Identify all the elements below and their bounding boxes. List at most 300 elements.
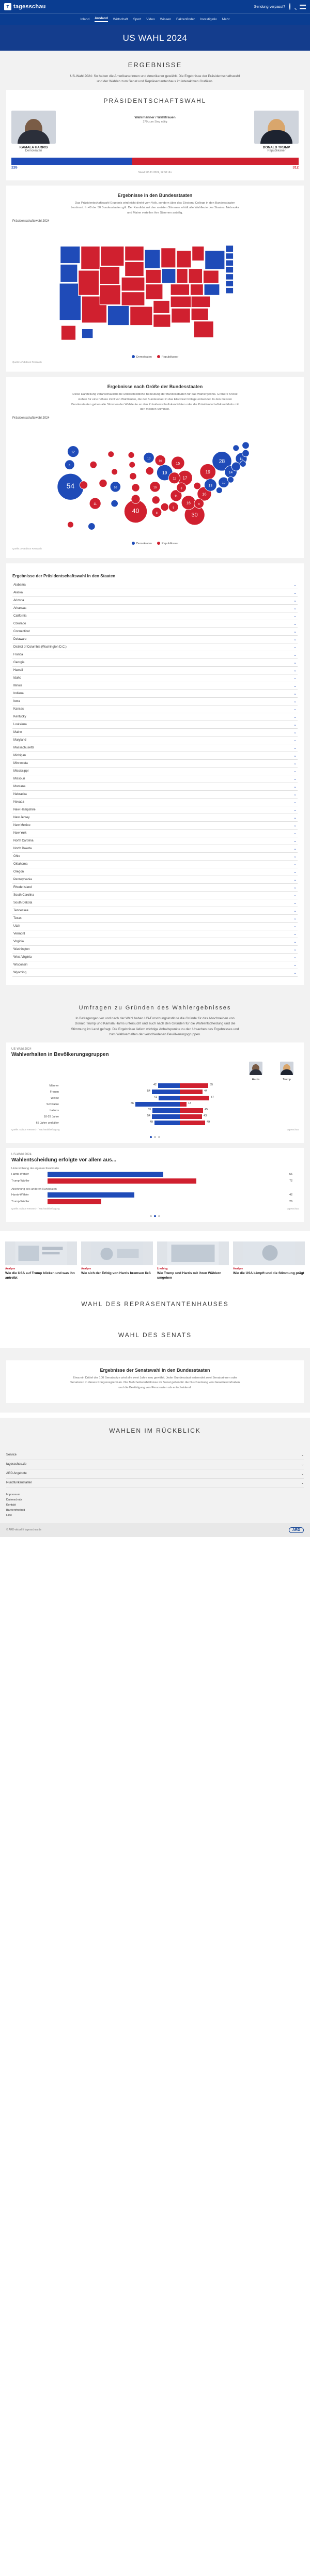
band-house-of-representatives[interactable]: WAHL DES REPRÄSENTANTENHAUSES xyxy=(0,1291,310,1317)
teaser-2-thumb xyxy=(81,1241,153,1265)
poll2-bar xyxy=(48,1192,134,1198)
teaser-4[interactable] xyxy=(233,1241,305,1281)
state-accordion-item[interactable] xyxy=(12,892,298,899)
poll-row-value-trump: 57 xyxy=(211,1096,214,1099)
state-accordion-item[interactable] xyxy=(12,620,298,628)
state-accordion-label: Louisiana xyxy=(13,723,27,726)
chevron-down-icon: ⌄ xyxy=(293,645,297,649)
chevron-down-icon: ⌄ xyxy=(293,947,297,952)
state-accordion-item[interactable] xyxy=(12,651,298,659)
brand-mark-icon: T xyxy=(4,3,11,10)
state-accordion-item[interactable] xyxy=(12,961,298,969)
poll-bar-harris xyxy=(152,1108,180,1113)
poll-bar-trump xyxy=(180,1114,202,1119)
svg-text:8: 8 xyxy=(180,487,182,490)
chevron-down-icon: ⌄ xyxy=(301,1472,304,1476)
senate-results-section xyxy=(0,1348,310,1413)
chevron-down-icon: ⌄ xyxy=(293,839,297,843)
ard-logo: ARD xyxy=(289,1527,304,1533)
presidential-result-card xyxy=(6,90,304,180)
poll2-source: Quelle: Edison Research / Nachwahlbefragung xyxy=(11,1207,60,1210)
electors-trump: 312 xyxy=(292,165,299,170)
svg-text:11: 11 xyxy=(174,494,178,498)
poll-bar-harris xyxy=(154,1121,180,1125)
svg-text:40: 40 xyxy=(132,507,140,515)
chevron-down-icon: ⌄ xyxy=(293,653,297,657)
page-title-band xyxy=(0,25,310,51)
state-accordion-label: Mississippi xyxy=(13,769,29,773)
svg-text:54: 54 xyxy=(66,481,75,490)
teaser-4-headline[interactable]: Wie die USA kämpft und die Stimmung prägt xyxy=(233,1271,304,1276)
state-accordion-label: South Dakota xyxy=(13,901,33,904)
svg-text:30: 30 xyxy=(191,511,198,518)
poll2-row xyxy=(11,1172,299,1177)
state-accordion-item[interactable] xyxy=(12,698,298,706)
chevron-down-icon: ⌄ xyxy=(293,761,297,765)
state-map-heading: Ergebnisse in den Bundesstaaten xyxy=(117,192,193,198)
state-accordion-label: Georgia xyxy=(13,661,25,664)
state-accordion-label: Iowa xyxy=(13,699,20,703)
svg-text:8: 8 xyxy=(156,511,158,515)
poll2-bar xyxy=(48,1172,163,1177)
state-accordion-label: Texas xyxy=(13,916,22,920)
svg-text:19: 19 xyxy=(205,469,210,474)
state-accordion-label: Alabama xyxy=(13,583,26,587)
state-accordion-item[interactable] xyxy=(12,915,298,923)
state-accordion-label: West Virginia xyxy=(13,955,32,959)
footer-link-barrierefreiheit[interactable]: Barrierefreiheit xyxy=(6,1508,25,1512)
state-accordion-item[interactable] xyxy=(12,682,298,690)
poll-bar-trump xyxy=(180,1083,208,1088)
state-accordion-label: Arkansas xyxy=(13,606,27,610)
state-accordion-item[interactable] xyxy=(12,876,298,884)
svg-text:16: 16 xyxy=(202,492,207,497)
state-accordion-item[interactable] xyxy=(12,760,298,768)
site-footer xyxy=(0,1444,310,1523)
chevron-down-icon: ⌄ xyxy=(293,955,297,959)
svg-text:15: 15 xyxy=(176,462,180,466)
elector-headline: Wahlmänner / Wahlfrauen xyxy=(134,115,176,119)
article-teaser-row-1 xyxy=(0,1236,310,1286)
nav-item-ausland[interactable]: Ausland xyxy=(95,17,108,22)
legend-democrat: Demokraten xyxy=(132,355,152,359)
state-accordion-item[interactable] xyxy=(12,674,298,682)
state-accordion-label: North Dakota xyxy=(13,847,32,850)
svg-text:11: 11 xyxy=(239,457,243,461)
footer-row-tagesschau[interactable]: tagesschau.de ⌄ xyxy=(6,1460,304,1469)
nav-item-investigativ[interactable]: Investigativ xyxy=(200,18,217,21)
poll2-row-label: Trump-Wähler xyxy=(11,1179,29,1183)
poll-row-value-harris: 53 xyxy=(147,1108,151,1112)
state-accordion-item[interactable] xyxy=(12,721,298,729)
poll2-row xyxy=(11,1199,299,1204)
poll-row-value-trump: 44 xyxy=(204,1090,208,1093)
poll1-kicker: US-Wahl 2024 xyxy=(11,1048,32,1051)
footer-row-rundfunkanstalten[interactable]: Rundfunkanstalten ⌄ xyxy=(6,1479,304,1488)
state-accordion-item[interactable] xyxy=(12,822,298,830)
presidential-heading: PRÄSIDENTSCHAFTSWAHL xyxy=(103,97,207,104)
nav-item-faktenfinder[interactable]: Faktenfinder xyxy=(176,18,195,21)
chevron-down-icon: ⌄ xyxy=(293,723,297,727)
teaser-2-kicker: Analyse xyxy=(81,1267,91,1271)
hamburger-icon[interactable] xyxy=(300,4,306,10)
poll2-row xyxy=(11,1178,299,1184)
state-accordion-item[interactable] xyxy=(12,938,298,946)
chevron-down-icon: ⌄ xyxy=(293,854,297,858)
senate-map-block xyxy=(6,1360,304,1403)
elector-bar xyxy=(11,158,299,174)
state-accordion-label: District of Columbia (Washington D.C.) xyxy=(13,645,67,649)
chevron-down-icon: ⌄ xyxy=(293,606,297,610)
chevron-down-icon: ⌄ xyxy=(293,885,297,890)
candidate-trump xyxy=(254,111,299,152)
candidate-harris-party: Demokraten xyxy=(25,149,42,152)
state-accordion-label: Connecticut xyxy=(13,630,30,633)
state-accordion-item[interactable] xyxy=(12,605,298,612)
poll-bar-harris xyxy=(159,1096,180,1100)
senate-heading: Ergebnisse der Senatswahl in den Bundesstaaten xyxy=(100,1367,210,1373)
state-accordion-label: Maine xyxy=(13,730,22,734)
svg-text:10: 10 xyxy=(159,459,162,463)
poll2-title: Wahlentscheidung erfolgte vor allem aus... xyxy=(11,1157,117,1163)
state-accordion-item[interactable] xyxy=(12,768,298,775)
teaser-2-headline[interactable]: Wie sich der Erfolg von Harris bremsen ließ xyxy=(81,1271,151,1276)
state-accordion-item[interactable] xyxy=(12,907,298,915)
state-accordion-item[interactable] xyxy=(12,597,298,605)
state-accordion-item[interactable] xyxy=(12,853,298,861)
chevron-down-icon: ⌄ xyxy=(293,924,297,928)
state-accordion-item[interactable] xyxy=(12,667,298,674)
state-accordion-item[interactable] xyxy=(12,690,298,698)
state-accordion-label: Wisconsin xyxy=(13,963,28,967)
poll-row-label: Frauen xyxy=(50,1090,59,1094)
state-accordion-label: Missouri xyxy=(13,777,25,780)
states-accordion-title: Ergebnisse der Präsidentschaftswahl in den Staaten xyxy=(12,573,116,578)
poll-row-value-harris: 86 xyxy=(130,1102,134,1106)
chevron-down-icon: ⌄ xyxy=(293,738,297,742)
legend-republican: Republikaner xyxy=(157,355,178,359)
svg-text:14: 14 xyxy=(228,470,233,474)
poll-bar-trump xyxy=(180,1121,205,1125)
state-accordion-label: Idaho xyxy=(13,676,22,680)
state-accordion-item[interactable] xyxy=(12,744,298,752)
poll2-carousel-dots[interactable] xyxy=(11,1213,299,1219)
chevron-down-icon: ⌄ xyxy=(293,893,297,897)
chevron-down-icon: ⌄ xyxy=(293,847,297,851)
chevron-down-icon: ⌄ xyxy=(293,792,297,796)
states-accordion-block xyxy=(6,563,304,985)
chevron-down-icon: ⌄ xyxy=(293,661,297,665)
state-accordion-item[interactable] xyxy=(12,752,298,760)
poll-row-label: Weiße xyxy=(51,1096,59,1100)
state-accordion-item[interactable] xyxy=(12,737,298,744)
state-accordion-label: New Jersey xyxy=(13,816,30,819)
state-accordion-label: North Carolina xyxy=(13,839,34,842)
nav-item-mehr[interactable]: Mehr xyxy=(222,18,230,21)
state-accordion-item[interactable] xyxy=(12,791,298,799)
state-accordion-label: Vermont xyxy=(13,932,25,936)
state-accordion-label: Arizona xyxy=(13,599,24,602)
poll1-col-harris: Harris xyxy=(247,1062,265,1082)
state-accordion-label: New Mexico xyxy=(13,823,30,827)
poll-row-value-trump: 55 xyxy=(210,1083,213,1087)
state-accordion-item[interactable] xyxy=(12,946,298,954)
nav-item-wirtschaft[interactable]: Wirtschaft xyxy=(113,18,128,21)
state-accordion-item[interactable] xyxy=(12,814,298,822)
state-accordion-label: Colorado xyxy=(13,622,26,625)
state-accordion-item[interactable] xyxy=(12,954,298,961)
poll2-row-value: 26 xyxy=(289,1200,293,1204)
chevron-down-icon: ⌄ xyxy=(293,785,297,789)
state-accordion-label: Nebraska xyxy=(13,792,27,796)
state-accordion-item[interactable] xyxy=(12,923,298,930)
state-accordion-label: Alaska xyxy=(13,591,23,594)
poll1-brand: tagesschau xyxy=(286,1128,299,1131)
chevron-down-icon: ⌄ xyxy=(293,878,297,882)
svg-text:10: 10 xyxy=(114,486,117,489)
chevron-down-icon: ⌄ xyxy=(293,637,297,641)
candidate-trump-name: DONALD TRUMP xyxy=(262,145,290,149)
state-map-block xyxy=(6,186,304,372)
state-accordion-label: Ohio xyxy=(13,854,20,858)
svg-text:17: 17 xyxy=(182,476,188,481)
chevron-down-icon: ⌄ xyxy=(293,901,297,905)
poll-bar-harris xyxy=(135,1102,180,1107)
chevron-down-icon: ⌄ xyxy=(293,591,297,595)
poll-row-label: 18-29 Jahre xyxy=(43,1115,59,1118)
chevron-down-icon: ⌄ xyxy=(293,715,297,719)
chevron-down-icon: ⌄ xyxy=(293,630,297,634)
chevron-down-icon: ⌄ xyxy=(293,862,297,866)
state-accordion-item[interactable] xyxy=(12,612,298,620)
nav-item-sport[interactable]: Sport xyxy=(133,18,142,21)
state-accordion-item[interactable] xyxy=(12,783,298,791)
poll2-row-value: 72 xyxy=(289,1179,293,1183)
state-accordion-label: Delaware xyxy=(13,637,27,641)
us-bubble-map[interactable] xyxy=(12,421,298,540)
candidate-harris-name: KAMALA HARRIS xyxy=(19,145,48,149)
poll1-title: Wahlverhalten in Bevölkerungsgruppen xyxy=(11,1052,109,1058)
chevron-down-icon: ⌄ xyxy=(293,614,297,618)
state-accordion-label: Virginia xyxy=(13,940,24,943)
footer-row-ard-angebote[interactable]: ARD Angebote ⌄ xyxy=(6,1469,304,1479)
senate-desc: Etwa ein Drittel der 100 Senatssitze wird alle zwei Jahre neu gewählt. Jeder Bundesstaat entsendet zwei Senatorinnen oder Senatoren in dieses Kongressgremium. Die Mehrheitsverhältnisse im Senat gelten für die Durchsetzung von Gesetzesvorhaben und die Bestätigung von Personalien als entscheidend. xyxy=(70,1376,240,1389)
state-accordion-item[interactable] xyxy=(12,706,298,713)
state-accordion-label: Washington xyxy=(13,947,30,951)
poll-bar-harris xyxy=(152,1090,180,1094)
poll-bar-harris xyxy=(158,1083,180,1088)
chevron-down-icon: ⌄ xyxy=(301,1453,304,1457)
state-accordion-label: Tennessee xyxy=(13,909,29,912)
poll-row xyxy=(11,1108,299,1113)
results-heading: ERGEBNISSE xyxy=(128,61,182,69)
footer-row-service[interactable]: Service ⌄ xyxy=(6,1451,304,1460)
main-nav xyxy=(0,13,310,25)
poll-bar-trump xyxy=(180,1108,203,1113)
footer-link-kontakt[interactable]: Kontakt xyxy=(6,1503,16,1507)
state-accordion-item[interactable] xyxy=(12,643,298,651)
state-accordion-label: South Carolina xyxy=(13,893,34,897)
band-senate[interactable]: WAHL DES SENATS xyxy=(0,1322,310,1348)
state-accordion-label: Utah xyxy=(13,924,20,928)
state-accordion-label: Pennsylvania xyxy=(13,878,32,881)
svg-text:8: 8 xyxy=(69,464,71,467)
legend-republican-bubble: Republikaner xyxy=(157,542,178,545)
poll-row-label: Männer xyxy=(49,1084,59,1087)
state-accordion-label: Montana xyxy=(13,785,26,788)
poll1-carousel-dots[interactable] xyxy=(11,1134,299,1140)
state-accordion-item[interactable] xyxy=(12,837,298,845)
poll-row-label: Latinos xyxy=(50,1109,59,1112)
chevron-down-icon: ⌄ xyxy=(293,971,297,975)
poll-bar-harris xyxy=(152,1114,180,1119)
chevron-down-icon: ⌄ xyxy=(293,583,297,587)
state-accordion-item[interactable] xyxy=(12,775,298,783)
chevron-down-icon: ⌄ xyxy=(293,746,297,750)
teaser-1[interactable] xyxy=(5,1241,77,1281)
candidate-harris xyxy=(11,111,56,152)
poll-bar-trump xyxy=(180,1102,187,1107)
state-accordion-item[interactable] xyxy=(12,581,298,589)
surveys-lead: In Befragungen vor und nach der Wahl haben US-Forschungsinstitute die Gründe für das Abschneiden von Donald Trump und Kamala Harris untersucht und auch nach den Gründen für die Wahlentscheidung und die Stimmung im Land gefragt. Die Ergebnisse liefern wichtige Anhaltspunkte zu den Ursachen des Ergebnisses und zum Wahlverhalten der verschiedenen Bevölkerungsgruppen. xyxy=(71,1016,239,1036)
chevron-down-icon: ⌄ xyxy=(293,816,297,820)
poll-row-label: 65 Jahre und älter xyxy=(36,1121,59,1125)
chevron-down-icon: ⌄ xyxy=(293,769,297,773)
state-accordion-item[interactable] xyxy=(12,969,298,977)
surveys-heading: Umfragen zu Gründen des Wahlergebnisses xyxy=(79,1004,231,1011)
poll-row-value-trump: 13 xyxy=(188,1102,192,1106)
teaser-1-headline[interactable]: Wie die USA auf Trump blicken und was ihn antreibt xyxy=(5,1271,75,1280)
page-title: US WAHL 2024 xyxy=(122,33,188,43)
svg-text:19: 19 xyxy=(162,470,167,476)
poll-card-groups xyxy=(6,1042,304,1143)
chevron-down-icon: ⌄ xyxy=(293,777,297,781)
poll2-row xyxy=(11,1192,299,1198)
state-accordion-label: California xyxy=(13,614,27,618)
teaser-3-thumb xyxy=(157,1241,229,1265)
avatar-harris xyxy=(11,111,56,144)
svg-text:13: 13 xyxy=(208,484,212,488)
poll2-row-value: 42 xyxy=(289,1193,293,1197)
poll-row-value-harris: 54 xyxy=(147,1114,150,1118)
state-accordion-item[interactable] xyxy=(12,628,298,636)
state-accordion-item[interactable] xyxy=(12,884,298,892)
chevron-down-icon: ⌄ xyxy=(293,754,297,758)
poll-row-value-trump: 49 xyxy=(207,1121,210,1124)
poll2-row-label: Harris-Wähler xyxy=(11,1193,29,1197)
chevron-down-icon: ⌄ xyxy=(293,940,297,944)
nav-item-wissen[interactable]: Wissen xyxy=(160,18,172,21)
state-accordion-label: Oklahoma xyxy=(13,862,28,866)
poll2-group2-label: Ablehnung des anderen Kandidaten xyxy=(11,1188,57,1191)
state-accordion-item[interactable] xyxy=(12,589,298,597)
footer-link-hilfe[interactable]: Hilfe xyxy=(6,1513,12,1517)
poll-card-motivation xyxy=(6,1148,304,1222)
state-accordion-label: Michigan xyxy=(13,754,26,757)
poll2-row-label: Trump-Wähler xyxy=(11,1200,29,1204)
poll-row xyxy=(11,1102,299,1107)
state-accordion-item[interactable] xyxy=(12,868,298,876)
poll-row-value-trump: 43 xyxy=(204,1114,207,1118)
footer-link-impressum[interactable]: Impressum xyxy=(6,1493,21,1496)
teaser-4-kicker: Analyse xyxy=(233,1267,243,1271)
nav-item-inland[interactable]: Inland xyxy=(80,18,90,21)
legend-democrat-bubble: Demokraten xyxy=(132,542,152,545)
state-accordion-label: Florida xyxy=(13,653,23,656)
svg-text:10: 10 xyxy=(153,486,157,489)
svg-text:10: 10 xyxy=(147,457,151,461)
state-accordion-item[interactable] xyxy=(12,799,298,806)
poll2-bar xyxy=(48,1178,196,1184)
band-history[interactable]: WAHLEN IM RÜCKBLICK xyxy=(0,1418,310,1444)
elector-sub: 270 zum Sieg nötig xyxy=(143,120,167,124)
state-accordion-item[interactable] xyxy=(12,861,298,868)
chevron-down-icon: ⌄ xyxy=(293,692,297,696)
svg-text:11: 11 xyxy=(93,502,97,506)
state-accordion-label: Indiana xyxy=(13,692,24,695)
svg-text:11: 11 xyxy=(173,477,176,481)
chevron-down-icon: ⌄ xyxy=(293,963,297,967)
poll2-row-value: 56 xyxy=(289,1173,293,1176)
state-map-source: Quelle: AP/Edison Research xyxy=(12,361,42,364)
size-map-heading: Ergebnisse nach Größe der Bundesstaaten xyxy=(107,384,203,390)
poll-row xyxy=(11,1090,299,1094)
sendung-verpasst-label[interactable]: Sendung verpasst? xyxy=(254,5,285,9)
state-accordion-item[interactable] xyxy=(12,899,298,907)
svg-text:9: 9 xyxy=(173,506,175,510)
state-accordion-label: Massachusetts xyxy=(13,746,35,749)
state-accordion-item[interactable] xyxy=(12,659,298,667)
state-accordion-item[interactable] xyxy=(12,930,298,938)
state-accordion-label: Kentucky xyxy=(13,715,26,718)
state-accordion-label: Minnesota xyxy=(13,761,28,765)
state-accordion-item[interactable] xyxy=(12,845,298,853)
search-icon[interactable] xyxy=(289,4,296,10)
results-lead: US-Wahl 2024: So haben die Amerikanerinnen und Amerikaner gewählt. Die Ergebnisse der Präsidentschaftswahl und der Wahlen zum Senat und Repräsentantenhaus im interaktiven Grafiken. xyxy=(70,74,240,84)
chevron-down-icon: ⌄ xyxy=(293,870,297,874)
state-accordion-item[interactable] xyxy=(12,729,298,737)
teaser-3[interactable] xyxy=(157,1241,229,1281)
us-choropleth-map[interactable] xyxy=(12,224,298,353)
state-accordion-item[interactable] xyxy=(12,806,298,814)
chevron-down-icon: ⌄ xyxy=(293,684,297,688)
state-accordion-label: Illinois xyxy=(13,684,22,687)
teaser-3-headline[interactable]: Wie Trump und Harris mit ihren Wählern umgehen xyxy=(157,1271,222,1280)
state-accordion-item[interactable] xyxy=(12,830,298,837)
poll1-col-trump: Trump xyxy=(278,1062,296,1082)
brand-logo[interactable] xyxy=(4,3,46,10)
size-map-desc: Diese Darstellung veranschaulicht die unterschiedliche Bedeutung der Bundesstaaten für das Wahlergebnis. Größere Kreise stehen für eine höhere Zahl von Wahlleuten, die der Bundesstaat in das Electoral College entsendet. In den meisten Bundesstaaten gehen alle Stimmen der Wahlleute an den Präsidentschaftskandidaten oder die Präsidentschaftskandidatin mit den meisten Stimmen. xyxy=(71,393,239,411)
chevron-down-icon: ⌄ xyxy=(293,932,297,936)
chevron-down-icon: ⌄ xyxy=(293,800,297,804)
chevron-down-icon: ⌄ xyxy=(293,831,297,835)
poll2-row-label: Harris-Wähler xyxy=(11,1173,29,1176)
chevron-down-icon: ⌄ xyxy=(301,1463,304,1466)
svg-text:10: 10 xyxy=(222,481,226,485)
poll-row-value-harris: 41 xyxy=(153,1096,157,1099)
state-accordion-item[interactable] xyxy=(12,713,298,721)
poll-row xyxy=(11,1114,299,1119)
site-header xyxy=(0,0,310,13)
footer-link-datenschutz[interactable]: Datenschutz xyxy=(6,1498,22,1501)
poll2-kicker: US-Wahl 2024 xyxy=(11,1153,32,1157)
state-accordion-label: Nevada xyxy=(13,800,24,804)
copyright: © ARD-aktuell / tagesschau.de xyxy=(6,1528,42,1531)
state-accordion-item[interactable] xyxy=(12,636,298,643)
teaser-2[interactable] xyxy=(81,1241,153,1281)
nav-item-video[interactable]: Video xyxy=(146,18,155,21)
state-map-desc: Das Präsidentschaftswahl-Ergebnis wird nicht direkt vom Volk, sondern über das Electoral College in den Bundesstaaten bestimmt. In 48 der 50 Bundesstaaten gilt: Der Kandidat mit den meisten Stimmen erhält alle Wahlleute des Staates. Nebraska und Maine verteilen ihre Stimmen anteilig. xyxy=(71,201,239,214)
